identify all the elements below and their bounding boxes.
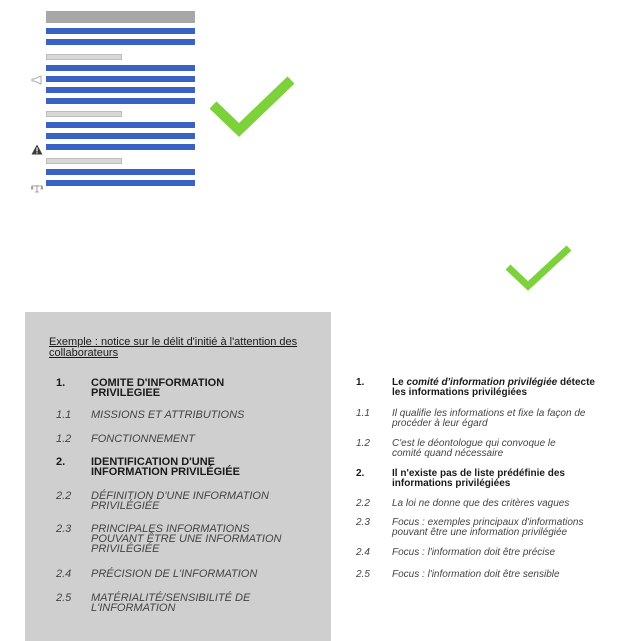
thumbnail-line [46,180,195,186]
summary-text [392,378,602,398]
thumbnail-subheader [46,54,122,60]
summary-text: Il n'existe pas de liste prédéfinie des informations privilégiées [392,468,565,489]
thumbnail-header-bar [46,11,195,23]
summary-number: 2. [356,468,365,479]
outline-text: IDENTIFICATION D'UNE INFORMATION PRIVILÉGIÉE [91,456,240,478]
notice-panel [25,312,331,641]
outline-text: FONCTIONNEMENT [91,433,195,445]
outline-number: 2.4 [56,568,72,580]
outline-number: 2.3 [56,523,72,535]
thumbnail-line [46,87,195,93]
outline-number: 2. [56,456,66,468]
outline-number: 1.1 [56,409,72,421]
thumbnail-subheader [46,111,122,117]
outline-text: MISSIONS ET ATTRIBUTIONS [91,409,245,421]
warning-icon [31,142,43,160]
thumbnail-line [46,76,195,82]
summary-text: Il qualifie les informations et fixe la façon de procéder à leur égard [392,408,586,429]
thumbnail-subheader [46,158,122,164]
summary-text: Focus : l'information doit être sensible [392,569,560,580]
megaphone-icon [31,72,43,90]
summary-number: 2.4 [356,547,370,558]
summary-text: C'est le déontologue qui convoque le comité quand nécessaire [392,438,556,459]
summary-number: 1. [356,377,365,388]
summary-text: La loi ne donne que des critères vagues [392,498,570,509]
summary-number: 2.5 [356,569,370,580]
scales-icon [31,180,43,198]
outline-number: 2.2 [56,490,72,502]
summary-text: Focus : exemples principaux d'informations pouvant être une information privilégiée [392,517,584,538]
summary-text-emphasis: comité d'information privilégiée [406,377,558,388]
summary-number: 2.2 [356,498,370,509]
summary-text-prefix: Le [392,377,407,388]
outline-text: DÉFINITION D'UNE INFORMATION PRIVILÉGIÉE [91,490,269,512]
summary-number: 1.1 [356,408,370,419]
thumbnail-line [46,122,195,128]
thumbnail-line [46,133,195,139]
summary-number: 1.2 [356,438,370,449]
outline-text: COMITE D'INFORMATION PRIVILEGIEE [91,377,225,399]
thumbnail-line [46,39,195,45]
summary-number: 2.3 [356,517,370,528]
outline-text: PRÉCISION DE L'INFORMATION [91,568,258,580]
outline-number: 1. [56,377,66,389]
thumbnail-line [46,144,195,150]
thumbnail-line [46,65,195,71]
check-icon-large [209,75,295,137]
thumbnail-line [46,98,195,104]
outline-text: PRINCIPALES INFORMATIONS POUVANT ÊTRE UNE INFORMATION PRIVILÉGIÉE [91,523,282,555]
check-icon-small [505,245,573,291]
notice-title: Exemple : notice sur le délit d'initié à l'attention des collaborateurs [49,336,298,359]
outline-number: 2.5 [56,592,72,604]
thumbnail-line [46,28,195,34]
summary-text-suffix: détecte les informations privilégiées [392,377,595,398]
outline-text: MATÉRIALITÉ/SENSIBILITÉ DE L'INFORMATION [91,592,251,614]
summary-text: Focus : l'information doit être précise [392,547,556,558]
outline-number: 1.2 [56,433,72,445]
thumbnail-line [46,169,195,175]
